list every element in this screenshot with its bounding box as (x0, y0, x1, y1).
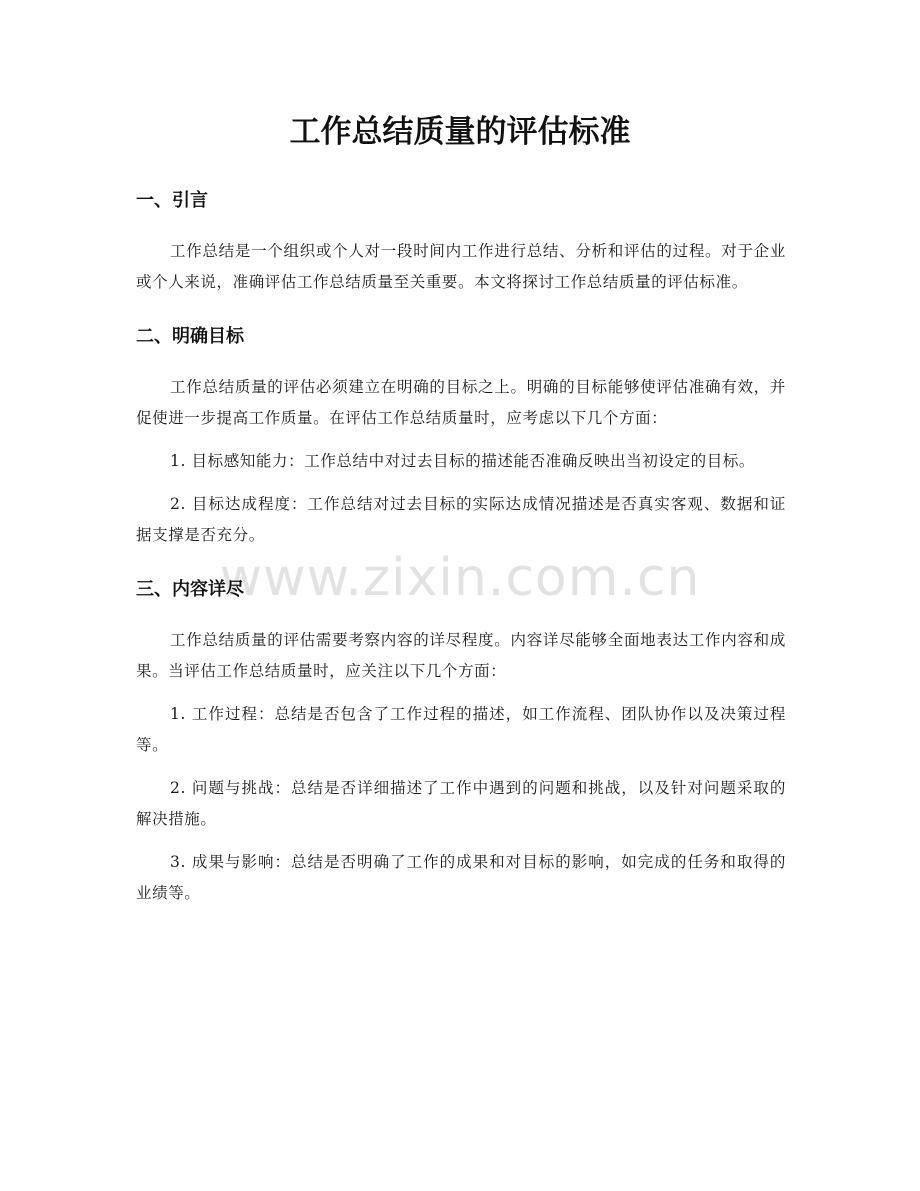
section-heading: 二、明确目标 (136, 326, 244, 347)
list-item: 2. 问题与挑战：总结是否详细描述了工作中遇到的问题和挑战，以及针对问题采取的解决措施。 (136, 779, 786, 828)
page-title: 工作总结质量的评估标准 (289, 114, 631, 150)
paragraph: 工作总结质量的评估需要考察内容的详尽程度。内容详尽能够全面地表达工作内容和成果。当评估工作总结质量时，应关注以下几个方面： (136, 631, 786, 680)
watermark: www.zixin.com.cn (219, 548, 701, 608)
list-item: 2. 目标达成程度：工作总结对过去目标的实际达成情况描述是否真实客观、数据和证据支撑是否充分。 (136, 495, 786, 544)
paragraph: 工作总结质量的评估必须建立在明确的目标之上。明确的目标能够使评估准确有效，并促使进一步提高工作质量。在评估工作总结质量时，应考虑以下几个方面： (136, 378, 786, 427)
document-body (136, 180, 786, 909)
list-item: 1. 目标感知能力：工作总结中对过去目标的描述能否准确反映出当初设定的目标。 (170, 452, 756, 470)
list-item: 1. 工作过程：总结是否包含了工作过程的描述，如工作流程、团队协作以及决策过程等。 (136, 705, 786, 754)
list-item: 3. 成果与影响：总结是否明确了工作的成果和对目标的影响，如完成的任务和取得的业绩等。 (136, 853, 786, 902)
section-heading: 三、内容详尽 (136, 579, 244, 600)
paragraph: 工作总结是一个组织或个人对一段时间内工作进行总结、分析和评估的过程。对于企业或个人来说，准确评估工作总结质量至关重要。本文将探讨工作总结质量的评估标准。 (136, 242, 786, 291)
section-heading: 一、引言 (136, 190, 208, 211)
